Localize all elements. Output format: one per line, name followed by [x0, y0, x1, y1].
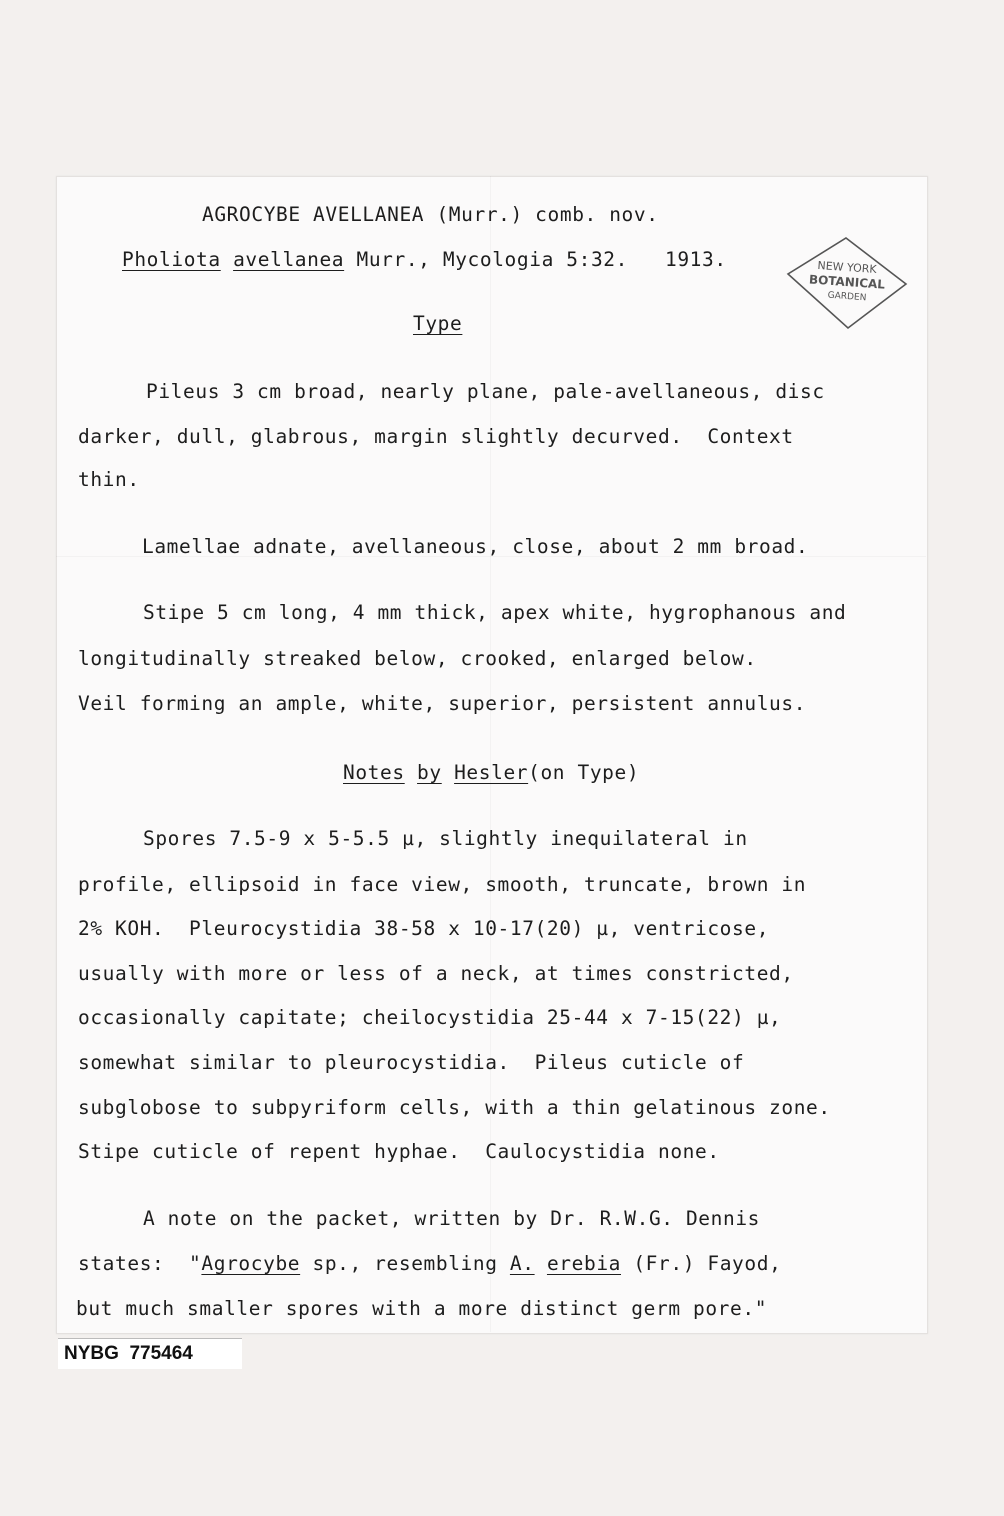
basionym-species: avellanea [233, 248, 345, 271]
notes-heading-author: Hesler [454, 761, 529, 784]
type-heading: Type [413, 312, 463, 335]
pileus-line-1: Pileus 3 cm broad, nearly plane, pale-avellaneous, disc [146, 380, 825, 403]
spores-line-1: Spores 7.5-9 x 5-5.5 µ, slightly inequilateral in [143, 827, 748, 850]
packet-note-middle: sp., resembling [300, 1252, 510, 1275]
basionym-reference: Murr., Mycologia 5:32. 1913. [344, 248, 727, 271]
stamp-line-3: GARDEN [827, 290, 867, 304]
packet-note-genus: Agrocybe [201, 1252, 301, 1275]
notes-heading-word-2: by [417, 761, 442, 784]
packet-note-line-3: but much smaller spores with a more distinct germ pore." [76, 1297, 768, 1320]
packet-note-prefix: states: " [78, 1252, 202, 1275]
basionym-citation [122, 248, 727, 272]
stipe-line-3: Veil forming an ample, white, superior, persistent annulus. [78, 692, 807, 715]
pileus-line-3: thin. [78, 468, 140, 491]
stamp-line-1: NEW YORK [817, 258, 878, 277]
spores-line-6: somewhat similar to pleurocystidia. Pileus cuticle of [78, 1051, 745, 1074]
spores-line-2: profile, ellipsoid in face view, smooth, truncate, brown in [78, 873, 807, 896]
spores-line-3: 2% KOH. Pleurocystidia 38-58 x 10-17(20) µ, ventricose, [78, 917, 770, 940]
document-title: AGROCYBE AVELLANEA (Murr.) comb. nov. [202, 203, 659, 226]
packet-note-species: erebia [546, 1252, 621, 1275]
notes-heading-word-1: Notes [343, 761, 405, 784]
pileus-line-2: darker, dull, glabrous, margin slightly decurved. Context [78, 425, 794, 448]
basionym-genus: Pholiota [122, 248, 221, 271]
notes-heading-qualifier: (on Type) [528, 761, 640, 784]
catalog-number-label: NYBG 775464 [58, 1338, 242, 1369]
herbarium-stamp [786, 236, 908, 330]
packet-note-line-1: A note on the packet, written by Dr. R.W.G. Dennis [143, 1207, 760, 1230]
packet-note-abbr: A. [509, 1252, 535, 1275]
spores-line-5: occasionally capitate; cheilocystidia 25-44 x 7-15(22) µ, [78, 1006, 782, 1029]
spores-line-4: usually with more or less of a neck, at times constricted, [78, 962, 794, 985]
packet-note-authority: (Fr.) Fayod, [621, 1252, 782, 1275]
notes-heading [343, 761, 639, 785]
spores-line-7: subglobose to subpyriform cells, with a thin gelatinous zone. [78, 1096, 831, 1119]
stipe-line-1: Stipe 5 cm long, 4 mm thick, apex white, hygrophanous and [143, 601, 847, 624]
stamp-line-2: BOTANICAL [808, 272, 886, 292]
spores-line-8: Stipe cuticle of repent hyphae. Caulocystidia none. [78, 1140, 720, 1163]
packet-note-line-2 [78, 1252, 781, 1276]
lamellae-line: Lamellae adnate, avellaneous, close, about 2 mm broad. [142, 535, 809, 558]
stipe-line-2: longitudinally streaked below, crooked, enlarged below. [78, 647, 757, 670]
